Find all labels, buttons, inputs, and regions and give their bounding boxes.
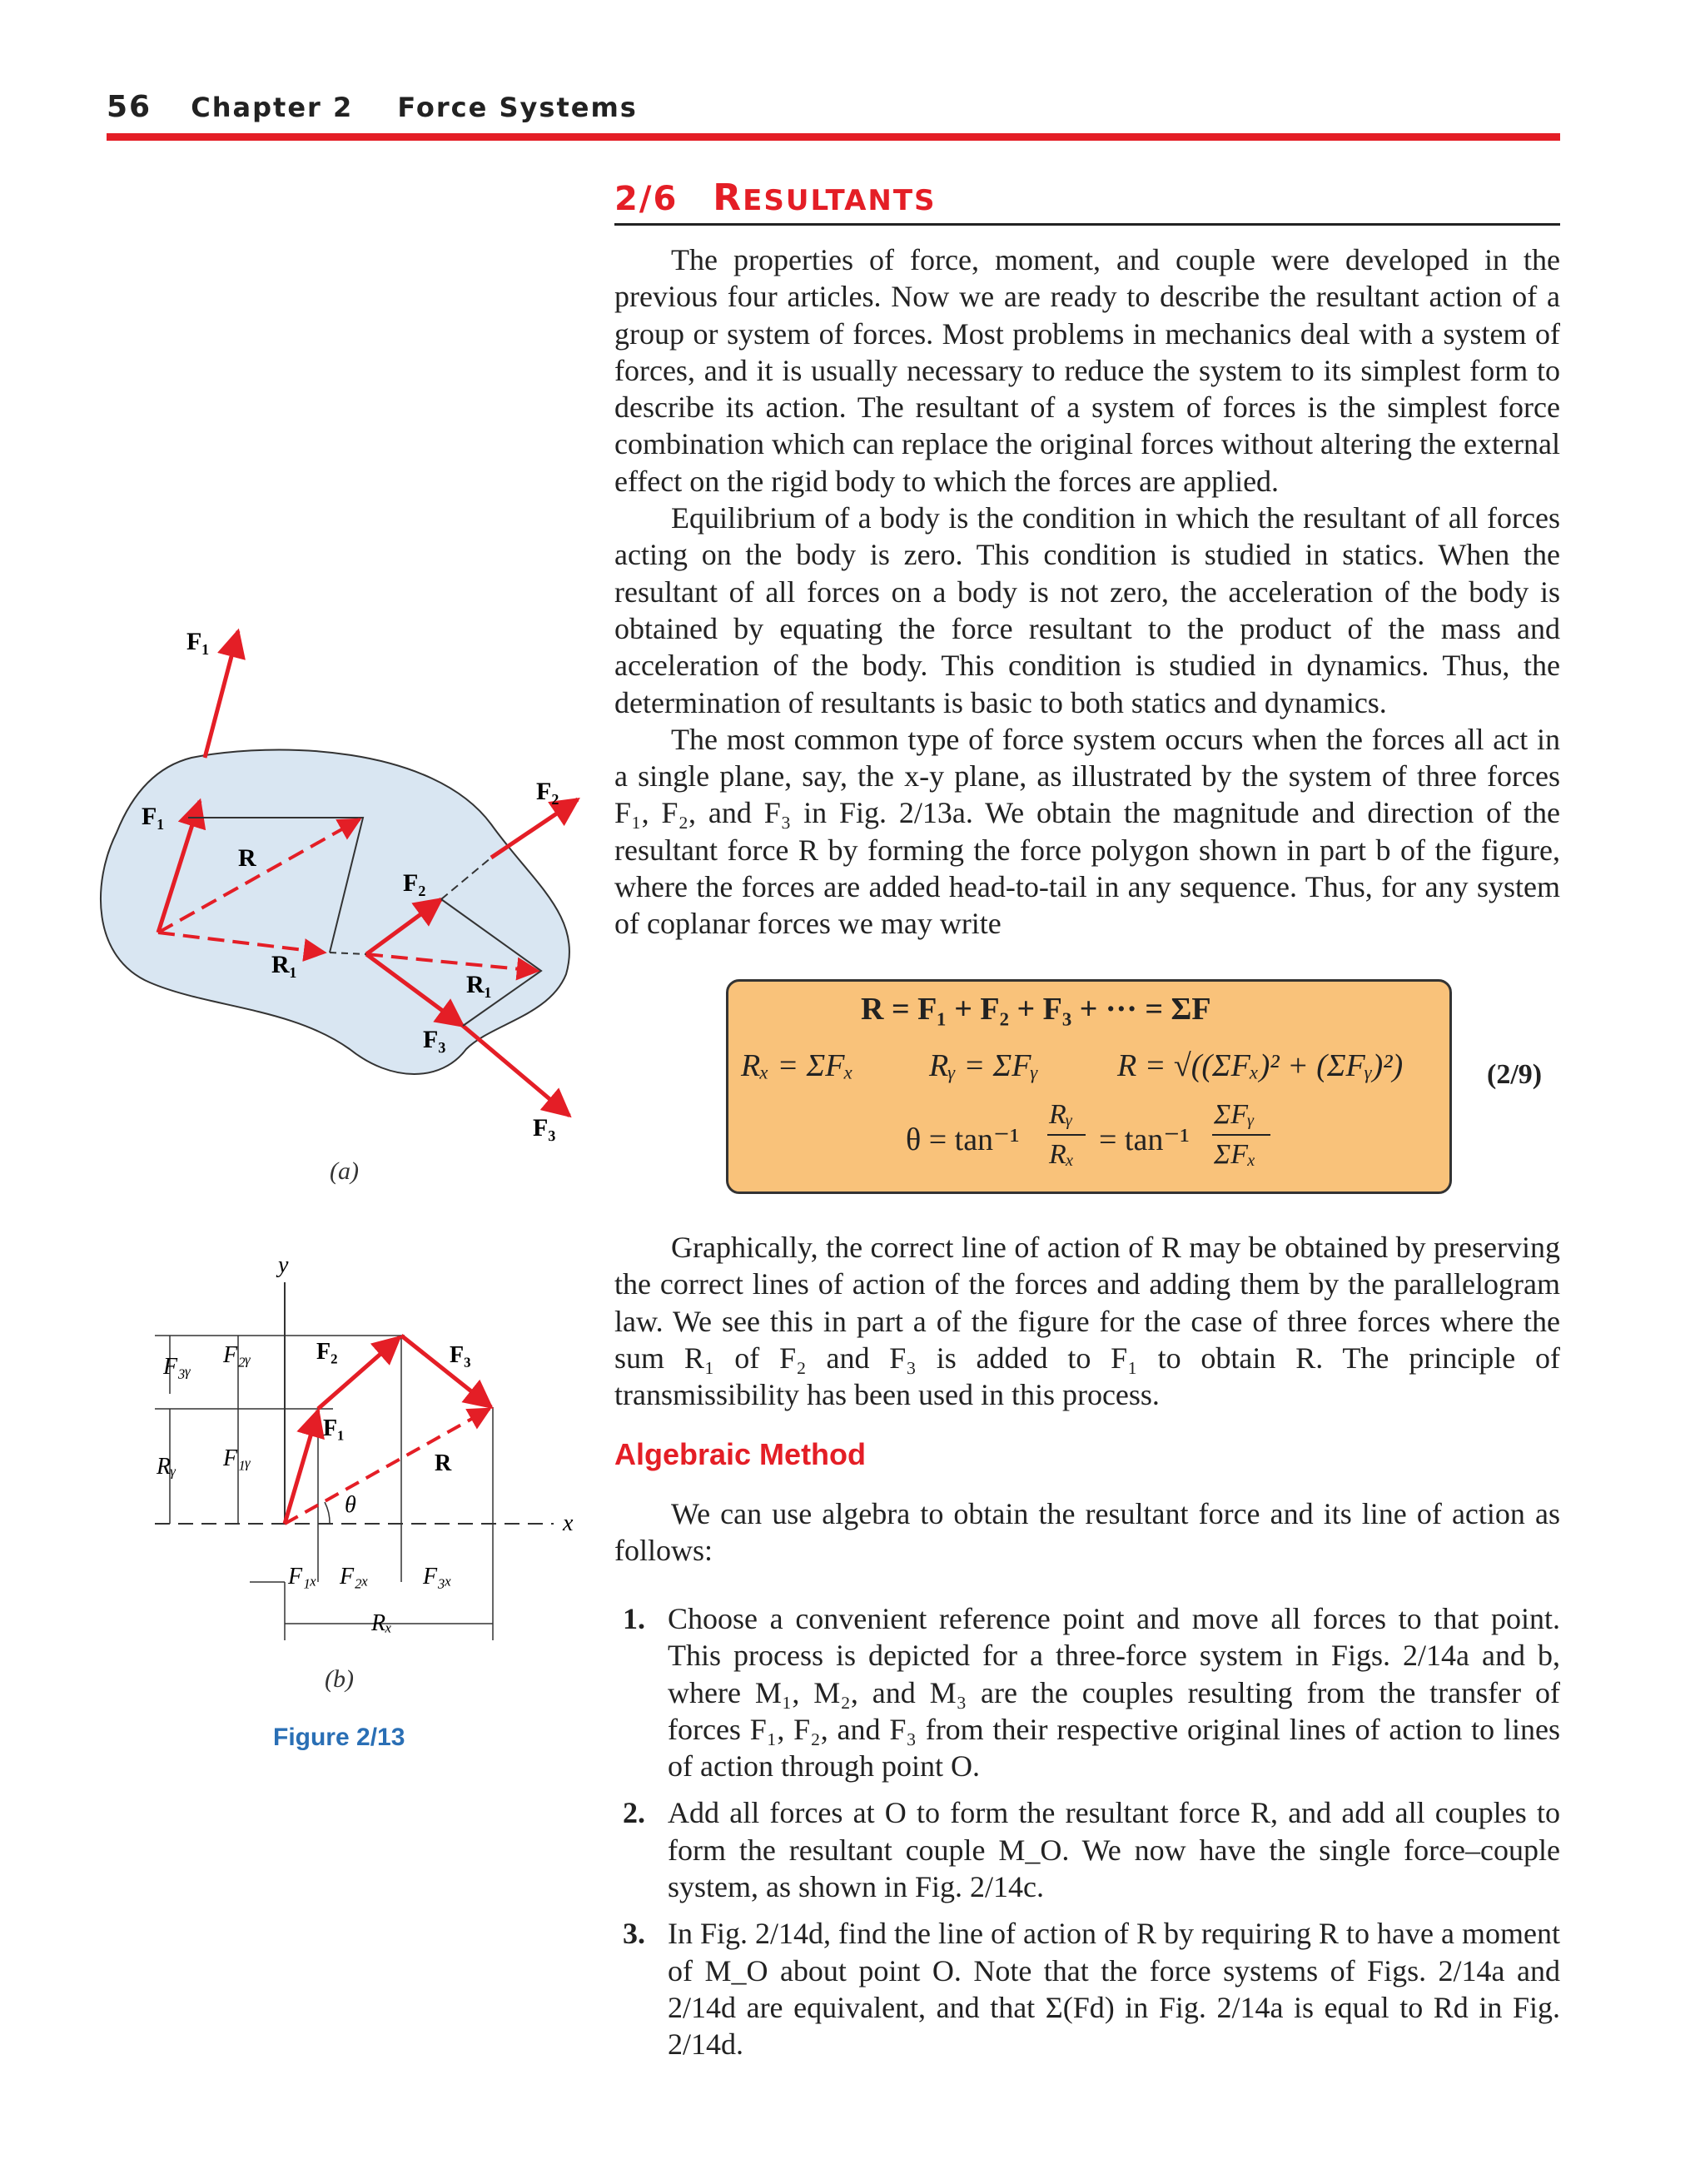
figure-caption: Figure 2/13 bbox=[273, 1724, 405, 1751]
page-number: 56 bbox=[107, 90, 152, 124]
force-F2-right-arrow bbox=[491, 799, 578, 858]
force-F1-top-arrow bbox=[205, 631, 238, 758]
label-F2y: F₂ᵧ bbox=[223, 1342, 251, 1368]
label-F1: F₁ bbox=[323, 1415, 345, 1441]
paragraph-1: The properties of force, moment, and couple were developed in the previous four articles. Now we are ready to describe the resultant action of a group or system of forces. Most problems in mechanics deal with a system of forces, and it is usually necessary to reduce the system to its simplest form to describe its action. The resultant of a system of forces is the simplest force combination which can replace the original forces without altering the external effect on the rigid body to which the forces are applied. bbox=[614, 243, 1560, 498]
label-F2-right: F₂ bbox=[536, 778, 559, 805]
frac2-numerator: ΣFᵧ bbox=[1214, 1099, 1255, 1130]
label-R-polygon: R bbox=[435, 1450, 452, 1476]
step-number: 2. bbox=[623, 1796, 645, 1830]
frac1-denominator: Rₓ bbox=[1049, 1139, 1075, 1170]
label-Ry: Rᵧ bbox=[157, 1454, 176, 1480]
paragraph-2: Equilibrium of a body is the condition in which the resultant of all forces acting on the body is zero. This condition is studied in statics. When the resultant of all forces on a body is not zero, the acceleration of the body is obtained by equating the force resultant to the product of the mass and acceleration of the body. This condition is studied in dynamics. Thus, the determination of resultants is basic to both statics and dynamics. bbox=[614, 501, 1560, 719]
label-F3x: F₃ₓ bbox=[423, 1564, 452, 1589]
step-text: Add all forces at O to form the resultant force R, and add all couples to form the resultant couple M_O. We now have the single force–couple system, as shown in Fig. 2/14c. bbox=[668, 1796, 1560, 1904]
algebraic-method-heading: Algebraic Method bbox=[614, 1437, 867, 1471]
force-F3-bottom-arrow bbox=[463, 1026, 569, 1116]
label-y-axis: y bbox=[278, 1252, 289, 1278]
figure-part-a-label: (a) bbox=[330, 1157, 359, 1185]
chapter-label: Chapter 2 bbox=[191, 92, 354, 123]
label-theta: θ bbox=[345, 1492, 356, 1518]
label-R1-right: R₁ bbox=[466, 971, 492, 998]
rigid-body bbox=[101, 749, 569, 1074]
label-F3-mid: F₃ bbox=[423, 1026, 446, 1053]
label-F3y: F₃ᵧ bbox=[163, 1354, 191, 1380]
label-R: R bbox=[238, 844, 256, 872]
equation-ry: Rᵧ = ΣFᵧ bbox=[929, 1048, 1039, 1083]
frac1-numerator: Rᵧ bbox=[1049, 1099, 1073, 1130]
equation-sum: R = F₁ + F₂ + F₃ + ··· = ΣF bbox=[861, 992, 1211, 1027]
step-text: Choose a convenient reference point and move all forces to that point. This process is depicted for a three-force system in Figs. 2/14a and b, where M₁, M₂, and M₃ are the couples resulting from the transfer of forces F₁, F₂, and F₃ from their respective original lines of action to lines of action through point O. bbox=[668, 1602, 1560, 1784]
label-F3-bottom: F₃ bbox=[533, 1114, 556, 1142]
step-number: 3. bbox=[623, 1917, 645, 1951]
paragraph-5: We can use algebra to obtain the resultant force and its line of action as follows: bbox=[614, 1497, 1560, 1568]
label-F1y: F₁ᵧ bbox=[223, 1445, 251, 1471]
force-F3-polygon bbox=[401, 1336, 491, 1407]
label-F2x: F₂ₓ bbox=[340, 1564, 369, 1589]
equation-theta-mid: = tan⁻¹ bbox=[1099, 1122, 1190, 1157]
frac2-denominator: ΣFₓ bbox=[1214, 1139, 1256, 1170]
chapter-title: Force Systems bbox=[397, 92, 638, 123]
label-R1-left: R₁ bbox=[271, 951, 297, 978]
label-F2-mid: F₂ bbox=[403, 869, 426, 897]
label-F1-top: F₁ bbox=[186, 628, 210, 655]
paragraph-4: Graphically, the correct line of action of R may be obtained by preserving the correct lines of action of the forces and adding them by the parallelogram law. We see this in part a of the figure for the case of three forces where the sum R₁ of F₂ and F₃ is added to F₁ to obtain R. The principle of transmissibility has been used in this process. bbox=[614, 1231, 1560, 1412]
label-F1x: F₁ₓ bbox=[288, 1564, 317, 1589]
label-x-axis: x bbox=[563, 1510, 574, 1536]
equation-number: (2/9) bbox=[1487, 1059, 1543, 1090]
figure-part-b bbox=[155, 1252, 574, 1640]
label-Rx: Rₓ bbox=[371, 1610, 393, 1636]
label-F1-left: F₁ bbox=[142, 803, 165, 830]
label-F3: F₃ bbox=[450, 1342, 471, 1368]
figure-part-b-label: (b) bbox=[325, 1665, 354, 1693]
figure-part-a bbox=[101, 628, 578, 1142]
equation-magnitude: R = √((ΣFₓ)² + (ΣFᵧ)²) bbox=[1117, 1048, 1404, 1083]
step-number: 1. bbox=[623, 1602, 645, 1635]
label-F2: F₂ bbox=[316, 1339, 338, 1365]
section-title-initial: R bbox=[713, 177, 743, 219]
equation-rx: Rₓ = ΣFₓ bbox=[741, 1048, 854, 1083]
section-title-rest: ESULTANTS bbox=[743, 184, 937, 217]
paragraph-3: The most common type of force system occurs when the forces all act in a single plane, say, the x-y plane, as illustrated by the system of three forces F₁, F₂, and F₃ in Fig. 2/13a. We obtain the magnitude and direction of the resultant force R by forming the force polygon shown in part b of the figure, where the forces are added head-to-tail in any sequence. Thus, for any system of coplanar forces we may write bbox=[614, 722, 1560, 941]
section-number: 2/6 bbox=[614, 180, 679, 218]
equation-theta-lhs: θ = tan⁻¹ bbox=[906, 1122, 1020, 1157]
step-text: In Fig. 2/14d, find the line of action of R by requiring R to have a moment of M_O about point O. Note that the force systems of Figs. 2/14a and 2/14d are equivalent, and that Σ(Fd) in Fig. 2/14a is equal to Rd in Fig. 2/14d. bbox=[668, 1917, 1560, 2062]
